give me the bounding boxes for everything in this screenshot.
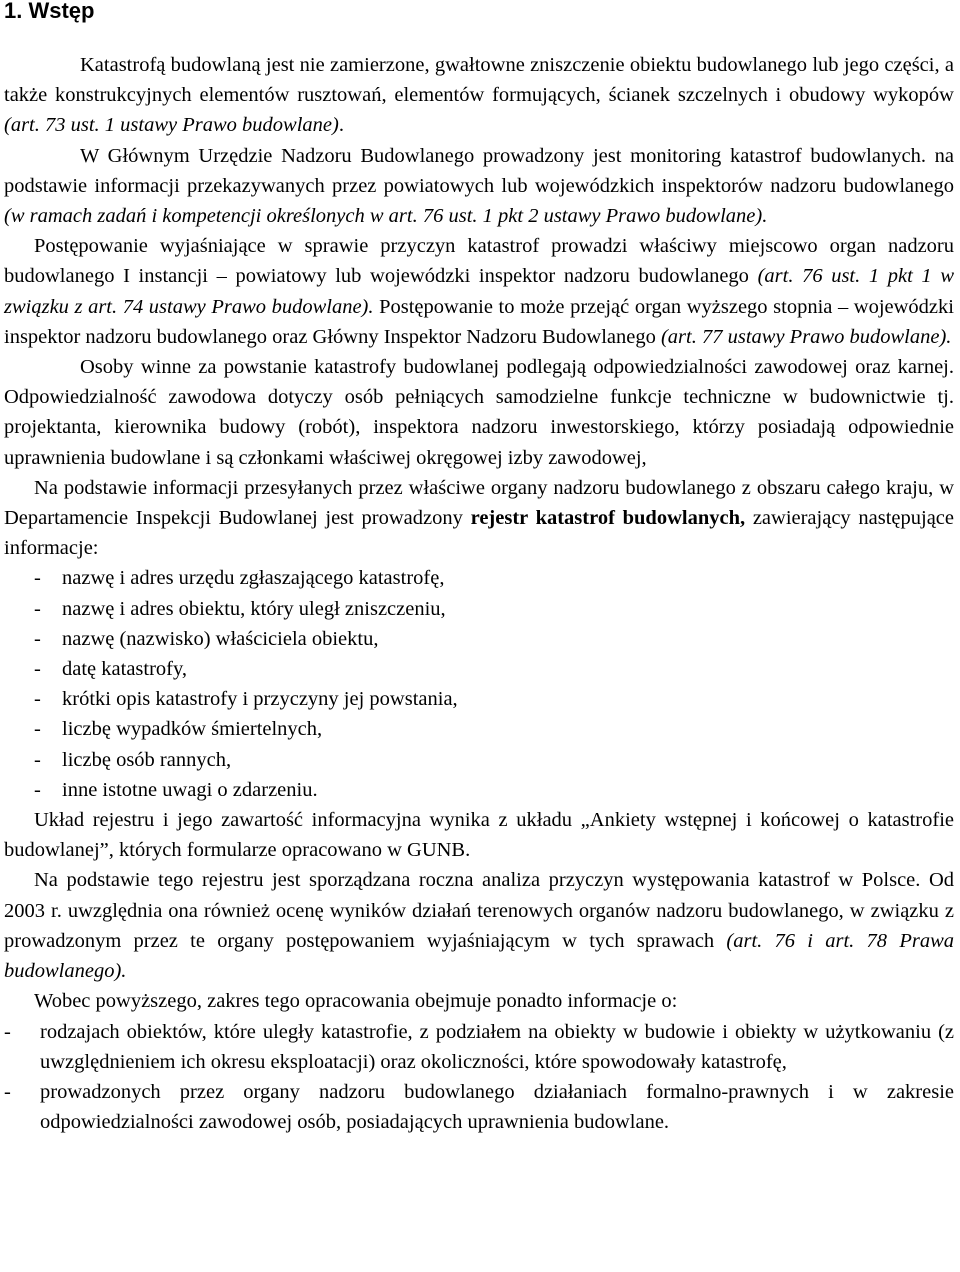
list-item (4, 1077, 954, 1137)
paragraph-definition (4, 50, 954, 141)
list-item-text: nazwę i adres urzędu zgłaszającego katastrofę, (62, 567, 445, 590)
list-item-text: inne istotne uwagi o zdarzeniu. (62, 778, 318, 801)
document-body (4, 50, 954, 1137)
dash-bullet: - (34, 718, 41, 741)
register-items-list (4, 563, 954, 805)
paragraph-text: Katastrofą budowlaną jest nie zamierzone, gwałtowne zniszczenie obiektu budowlanego lub jego części, a także konstrukcyjnych elementów rusztowań, elementów formujących, ścianek szczelnych i obudowy wykopów (4, 54, 954, 107)
paragraph-register-layout: Układ rejestru i jego zawartość informacyjna wynika z układu „Ankiety wstępnej i końcowej o katastrofie budowlanej”, których formularze opracowano w GUNB. (4, 809, 954, 862)
paragraph-text: Postępowanie wyjaśniające w sprawie przyczyn katastrof prowadzi właściwy miejscowo organ nadzoru budowlanego I instancji – powiatowy lub wojewódzki inspektor nadzoru budowlanego (4, 235, 954, 288)
legal-reference: (w ramach zadań i kompetencji określonych w art. 76 ust. 1 pkt 2 ustawy Prawo budowlane). (4, 205, 768, 228)
list-item (4, 684, 954, 714)
punctuation: . (338, 114, 344, 137)
paragraph-scope: Wobec powyższego, zakres tego opracowania obejmuje ponadto informacje o: (34, 990, 678, 1013)
dash-bullet: - (34, 778, 41, 801)
dash-bullet: - (34, 748, 41, 771)
paragraph-register (4, 473, 954, 564)
dash-bullet: - (34, 597, 41, 620)
dash-bullet: - (34, 567, 41, 590)
legal-reference: (art. 73 ust. 1 ustawy Prawo budowlane) (4, 114, 339, 137)
dash-bullet: - (4, 1080, 11, 1103)
dash-bullet: - (4, 1020, 11, 1043)
paragraph-monitoring (4, 141, 954, 232)
list-item-text: nazwę i adres obiektu, który uległ zniszczeniu, (62, 597, 446, 620)
list-item (4, 563, 954, 593)
paragraph-text: W Głównym Urzędzie Nadzoru Budowlanego prowadzony jest monitoring katastrof budowlanych. na podstawie informacji przekazywanych przez powiatowych lub wojewódzkich inspektorów nadzoru budowlanego (4, 144, 954, 197)
list-item (4, 775, 954, 805)
section-heading: 1. Wstęp (4, 0, 95, 23)
list-item-text: nazwę (nazwisko) właściciela obiektu, (62, 627, 379, 650)
paragraph-proceedings (4, 231, 954, 352)
list-item-text: prowadzonych przez organy nadzoru budowlanego działaniach formalno-prawnych i w zakresie odpowiedzialności zawodowej osób, posiadających uprawnienia budowlane. (40, 1080, 954, 1134)
paragraph-text: Na podstawie tego rejestru jest sporządzana roczna analiza przyczyn występowania katastrof w Polsce. Od 2003 r. uwzględnia ona również ocenę wyników działań terenowych organów nadzoru budowlanego, w związku z prowadzonym przez te organy postępowaniem wyjaśniającym w tych sprawach (4, 869, 954, 952)
paragraph-text: Na podstawie informacji przesyłanych przez właściwe organy nadzoru budowlanego z obszaru całego kraju, w Departamencie Inspekcji Budowlanej jest prowadzony (4, 476, 954, 530)
register-title: rejestr katastrof budowlanych, (470, 507, 746, 530)
dash-bullet: - (34, 627, 41, 650)
paragraph-text: zawierający następujące informacje: (4, 507, 954, 560)
list-item (4, 745, 954, 775)
list-item (4, 624, 954, 654)
scope-items-list (4, 1017, 954, 1138)
list-item (4, 594, 954, 624)
paragraph-annual-analysis (4, 865, 954, 986)
dash-bullet: - (34, 688, 41, 711)
list-item-text: krótki opis katastrofy i przyczyny jej powstania, (62, 688, 458, 711)
dash-bullet: - (34, 658, 41, 681)
legal-reference: (art. 76 i art. 78 Prawa budowlanego). (4, 929, 954, 983)
legal-reference: (art. 77 ustawy Prawo budowlane). (660, 325, 952, 348)
list-item (4, 1017, 954, 1077)
list-item (4, 714, 954, 744)
list-item-text: liczbę osób rannych, (62, 748, 232, 771)
list-item-text: liczbę wypadków śmiertelnych, (62, 718, 323, 741)
document-page (4, 0, 954, 1137)
list-item (4, 654, 954, 684)
list-item-text: rodzajach obiektów, które uległy katastrofie, z podziałem na obiekty w budowie i obiekty w użytkowaniu (z uwzględnieniem ich okresu eksploatacji) oraz okoliczności, które spowodowały katastrofę, (40, 1020, 954, 1073)
paragraph-liability: Osoby winne za powstanie katastrofy budowlanej podlegają odpowiedzialności zawodowej oraz karnej. Odpowiedzialność zawodowa dotyczy osób pełniących samodzielne funkcje techniczne w budownictwie tj. projektanta, kierownika budowy (robót), inspektora nadzoru inwestorskiego, którzy posiadają odpowiednie uprawnienia budowlane i są członkami właściwej okręgowej izby zawodowej, (4, 356, 954, 469)
legal-reference: (art. 76 ust. 1 pkt 1 w związku z art. 74 ustawy Prawo budowlane). (4, 265, 954, 318)
paragraph-text: Postępowanie to może przejąć organ wyższego stopnia – wojewódzki inspektor nadzoru budowlanego oraz Główny Inspektor Nadzoru Budowlanego (4, 295, 954, 348)
list-item-text: datę katastrofy, (62, 658, 188, 681)
